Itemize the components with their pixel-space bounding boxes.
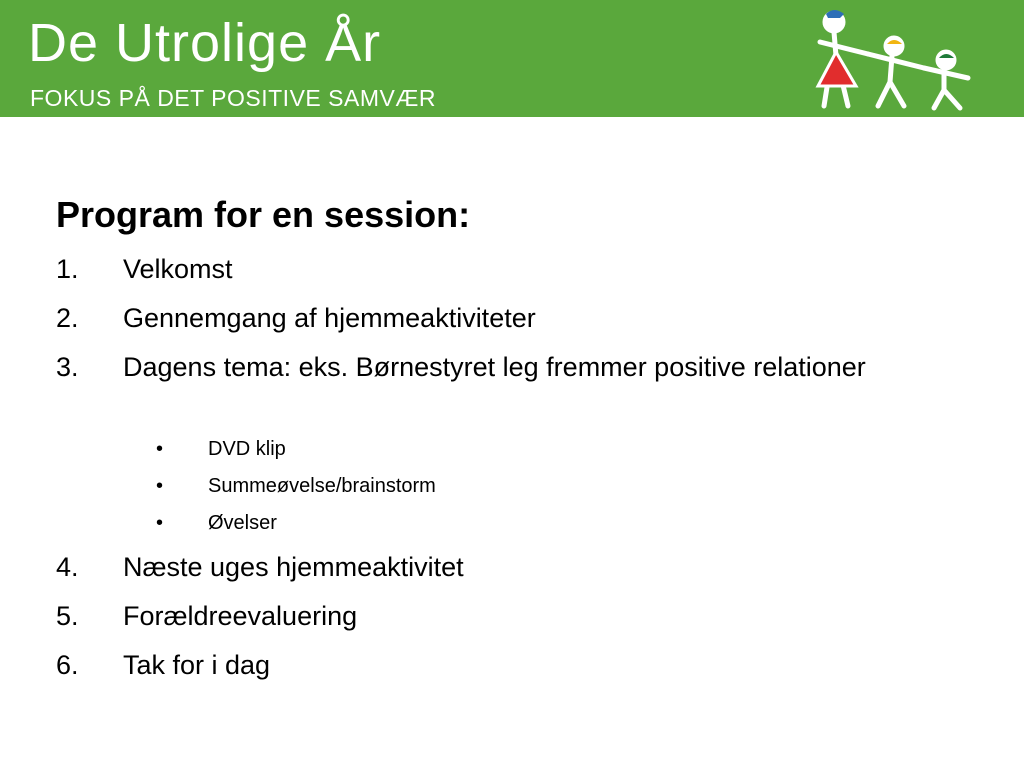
bullet-icon: • xyxy=(156,438,164,460)
list-item-text: Tak for i dag xyxy=(123,650,271,680)
list-item-text: Næste uges hjemmeaktivitet xyxy=(123,552,464,582)
children-logo-icon xyxy=(806,6,978,114)
list-item-number: 3. xyxy=(56,352,79,382)
sub-list-item-text: Summeøvelse/brainstorm xyxy=(208,475,436,497)
list-item-number: 2. xyxy=(56,303,79,333)
list-item-number: 1. xyxy=(56,254,79,284)
slide-heading: Program for en session: xyxy=(56,194,471,235)
list-item-text: Forældreevaluering xyxy=(123,601,358,631)
bullet-icon: • xyxy=(156,512,164,534)
list-item-number: 4. xyxy=(56,552,79,582)
list-item-text: Gennemgang af hjemmeaktiviteter xyxy=(123,303,536,333)
brand-title: De Utrolige År xyxy=(28,13,382,73)
list-item-number: 5. xyxy=(56,601,79,631)
sub-list-item-text: Øvelser xyxy=(208,512,277,534)
header-banner xyxy=(0,0,1024,117)
list-item-text: Velkomst xyxy=(123,254,233,284)
list-item-text: Dagens tema: eks. Børnestyret leg fremmer positive relationer xyxy=(123,352,866,382)
bullet-icon: • xyxy=(156,475,164,497)
sub-list-item-text: DVD klip xyxy=(208,438,286,460)
list-item-number: 6. xyxy=(56,650,79,680)
brand-subtitle: FOKUS PÅ DET POSITIVE SAMVÆR xyxy=(30,85,436,111)
